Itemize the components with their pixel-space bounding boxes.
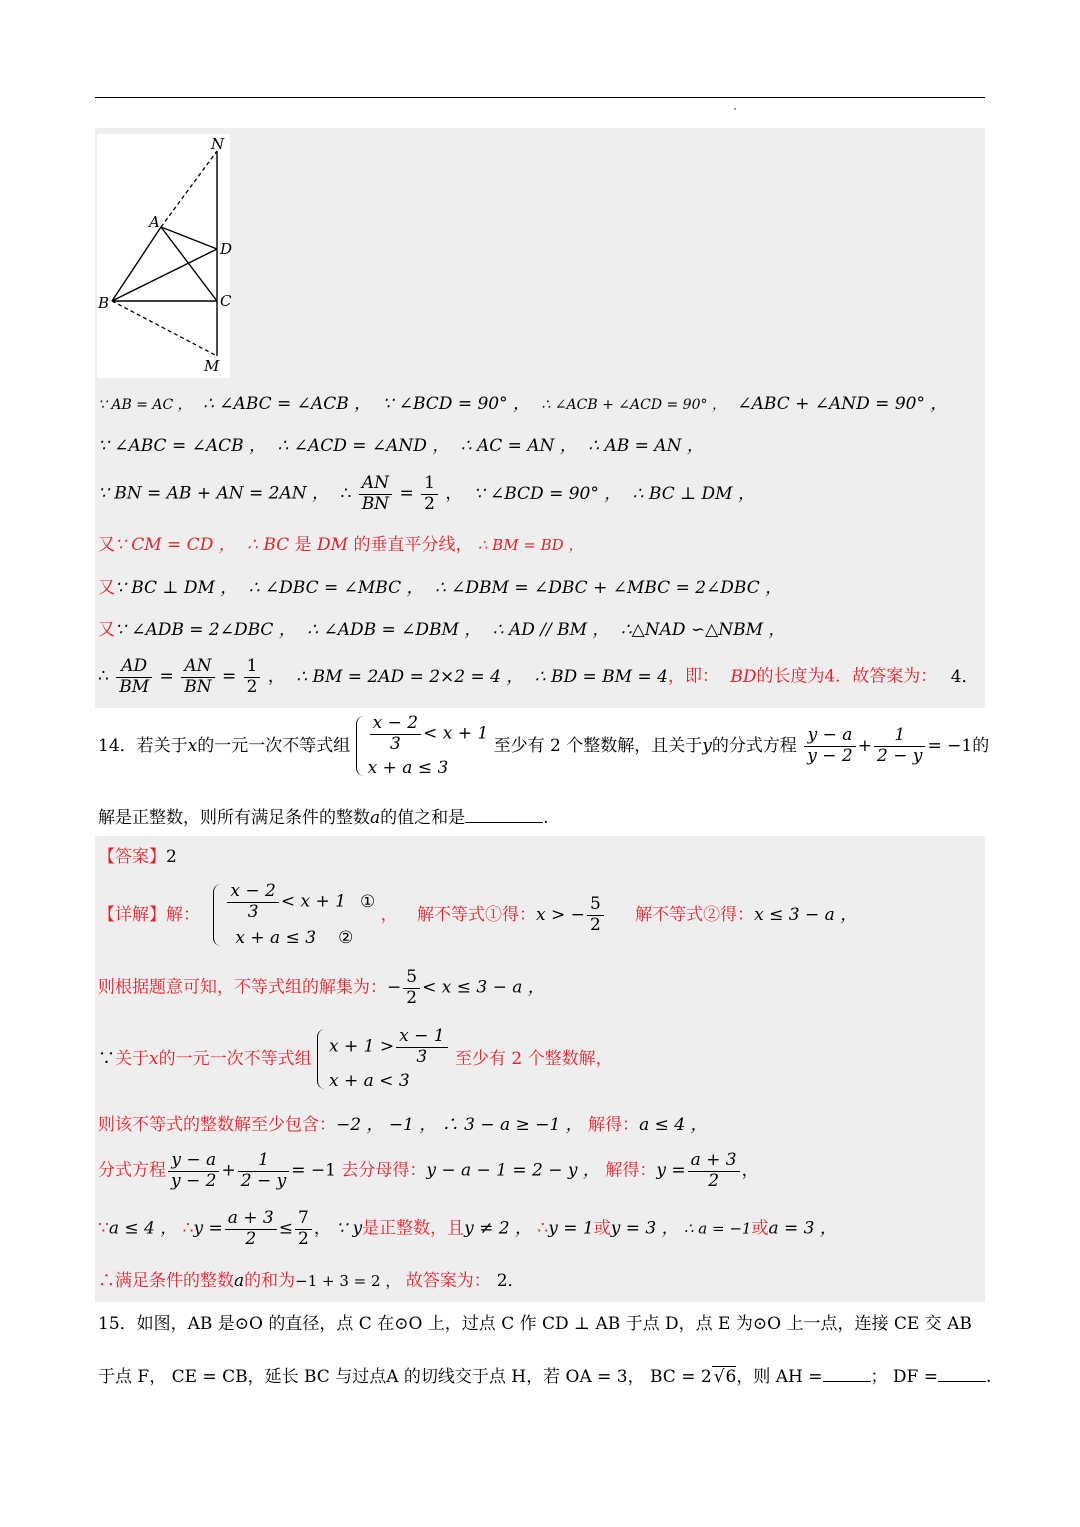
q14-d6-b: a ≤ 4 ， xyxy=(108,1218,178,1239)
q13-l7-c: ∴ BM = 2AD = 2×2 = 4 ， xyxy=(296,666,524,687)
q14-d7-d: −1 + 3 = 2 ， xyxy=(295,1272,401,1290)
q13-line-4 xyxy=(98,537,583,554)
q13-l7-d: ∴ BD = BM = 4 xyxy=(534,666,668,687)
q14-c: 至少有 2 个整数解，且关于 xyxy=(493,735,703,756)
q15-l1: 15．如图，AB 是⊙O 的直径，点 C 在⊙O 上，过点 C 作 CD ⊥ AB 于点 D，点 E 为⊙O 上一点，连接 CE 交 AB xyxy=(98,1314,972,1334)
q14-d3-b: 关于 xyxy=(115,1048,149,1069)
q13-l3-frac-half: $\frac{1}{2}$ xyxy=(421,474,438,514)
q14-d6-f: ∵ y xyxy=(336,1218,363,1239)
q13-l7-f: BD xyxy=(730,666,757,687)
q14-d7-a: ∴满足条件的整数 xyxy=(98,1271,234,1291)
label-b: B xyxy=(98,294,110,312)
label-m: M xyxy=(204,357,220,375)
q14-detail-line-3 xyxy=(98,1027,613,1091)
q13-l1-a: ∵ AB = AC ， xyxy=(98,397,192,413)
q13-l4-e: DM xyxy=(317,535,349,555)
label-n: N xyxy=(211,135,225,153)
q13-l4-b: ∵ CM = CD ， xyxy=(115,535,236,555)
q14-detail-tag: 【详解】 xyxy=(98,904,166,925)
q13-l7-frac-ad-bm: $\frac{AD}{BM}$ xyxy=(116,657,152,697)
q15-l2a: 于点 F， CE = CB，延长 BC 与过点A 的切线交于点 H，若 OA = 3， BC = 2 xyxy=(98,1367,712,1387)
q13-l7-eq2: = xyxy=(221,666,237,687)
q14-d6-g: 是正整数，且 xyxy=(362,1218,465,1239)
q13-l4-a: 又 xyxy=(98,535,115,555)
q14-d3-a: ∵ xyxy=(98,1048,115,1069)
header-dot xyxy=(734,108,736,110)
q13-l7-frac-an-bn: $\frac{AN}{BN}$ xyxy=(181,657,214,697)
q14-detail-line-5 xyxy=(98,1151,759,1191)
q14-d3-system xyxy=(317,1027,450,1091)
q14-d2-a: − xyxy=(387,977,402,998)
q14-d5-result-frac: $\frac{a + 3}{2}$ xyxy=(688,1151,740,1191)
q14-answer-blank xyxy=(465,806,543,823)
header-rule xyxy=(95,97,985,98)
q13-l6-a: 又 xyxy=(98,620,115,640)
q14-plus: + xyxy=(857,735,872,756)
q14-line2b: 的值之和是 xyxy=(380,808,466,828)
q13-l3-b: ∴ xyxy=(340,483,352,504)
q13-line-7 xyxy=(98,657,979,697)
q13-l7-a: ∴ xyxy=(98,666,109,687)
q14-var-a: a xyxy=(370,808,381,828)
q14-d2-t: 则根据题意可知，不等式组的解集为： xyxy=(98,977,387,998)
q14-question-line-2 xyxy=(98,806,549,827)
q14-d1-r1-frac: $\frac{5}{2}$ xyxy=(587,895,604,935)
q14-d1-t2: 解不等式②得： xyxy=(635,904,755,925)
q15-blank-ah xyxy=(823,1365,871,1382)
q14-d3-row-2: x + a < 3 xyxy=(329,1071,410,1092)
q15-l2c: ； DF = xyxy=(870,1367,938,1387)
q13-l3-c: ， xyxy=(445,483,463,504)
q13-l3-e: ∴ BC ⊥ DM ， xyxy=(632,483,755,504)
q13-line-2 xyxy=(98,438,704,455)
q15-sqrt-6: √6 xyxy=(713,1367,737,1387)
label-a: A xyxy=(149,213,160,231)
q14-a: 14．若关于 xyxy=(98,735,188,756)
q15-line-2 xyxy=(98,1365,991,1386)
q14-d7-c: 的和为 xyxy=(244,1271,296,1291)
q14-b: 的一元一次不等式组 xyxy=(197,735,351,756)
q13-l4-c: ∴ BC xyxy=(247,535,290,555)
q14-d6-e: ， xyxy=(313,1218,331,1239)
q14-answer-value: 2 xyxy=(166,847,177,867)
q14-d5-e: y = xyxy=(656,1160,686,1181)
q14-question-line-1 xyxy=(98,714,989,778)
q13-l7-e: ，即： xyxy=(667,666,719,687)
q14-d: 的分式方程 xyxy=(711,735,797,756)
q13-l5-b: ∵ BC ⊥ DM ， xyxy=(115,578,238,598)
q14-d5-d: 解得： xyxy=(605,1160,657,1181)
q14-d6-frac-1: $\frac{a + 3}{2}$ xyxy=(225,1209,277,1249)
q13-l3-a: ∵ BN = AB + AN = 2AN ， xyxy=(98,483,330,504)
q14-d6-c: ∴ xyxy=(182,1218,194,1239)
q13-line-6 xyxy=(98,622,785,639)
q14-d6-le: ≤ xyxy=(278,1218,294,1239)
q14-d6-frac-2: $\frac{7}{2}$ xyxy=(295,1209,312,1249)
q13-l2-b: ∴ ∠ACD = ∠AND ， xyxy=(277,436,450,456)
q14-line2c: . xyxy=(543,808,549,828)
q13-l1-b: ∴ ∠ABC = ∠ACB ， xyxy=(203,394,372,414)
q14-d1-system xyxy=(213,882,375,948)
q14-detail-line-4 xyxy=(98,1117,708,1134)
q13-l4-g: ∴ BM = BD ， xyxy=(477,536,584,554)
q14-frac-1: $\frac{y - a}{y - 2}$ xyxy=(804,726,855,766)
q14-d1-row-1: $\frac{x - 2}{3}$ < x + 1 ① xyxy=(225,882,375,922)
q14-d1-r2: x ≤ 3 − a ， xyxy=(754,904,858,925)
q13-l6-e: ∴△NAD ∽△NBM ， xyxy=(620,620,786,640)
q14-d6-d: y = xyxy=(193,1218,223,1239)
q14-d4-c: a ≤ 4 ， xyxy=(639,1115,708,1135)
q14-d5-c: y − a − 1 = 2 − y ， xyxy=(426,1160,600,1181)
q14-d2-frac: $\frac{5}{2}$ xyxy=(403,968,420,1008)
q14-sys-row-2: x + a ≤ 3 xyxy=(367,758,449,779)
q15-line-1 xyxy=(98,1316,972,1333)
q13-l2-a: ∵ ∠ABC = ∠ACB ， xyxy=(98,436,267,456)
q13-l3-frac-an-bn: $\frac{AN}{BN}$ xyxy=(359,474,392,514)
q14-d6-m: ∴ a = −1 xyxy=(683,1219,752,1238)
q13-l1-d: ∴ ∠ACB + ∠ACD = 90° ， xyxy=(541,397,726,413)
q14-d1-t1: 解不等式①得： xyxy=(417,904,537,925)
q14-d1-jie: 解： xyxy=(166,904,200,925)
q13-l7-h: 4． xyxy=(950,666,979,687)
q15-l2b: ，则 AH = xyxy=(736,1367,823,1387)
q14-d5-a: = −1 xyxy=(291,1160,336,1181)
q14-answer-line xyxy=(98,849,177,866)
q14-d5-frac-2: $\frac{1}{2 - y}$ xyxy=(238,1151,289,1191)
q14-sys-row-1: $\frac{x - 2}{3}$ < x + 1 xyxy=(368,714,489,754)
q14-d3-e: 至少有 2 个整数解， xyxy=(454,1048,613,1069)
q14-d7-b: a xyxy=(234,1271,245,1291)
q14-d5-f: ， xyxy=(741,1160,759,1181)
q14-inequality-system xyxy=(356,714,489,778)
q13-l4-f: 的垂直平分线， xyxy=(353,535,473,555)
q14-d1-comma: ， xyxy=(380,904,398,925)
q14-detail-line-1 xyxy=(98,882,857,948)
q14-d3-c: x xyxy=(149,1048,159,1069)
q14-d6-l: y = 3 ， xyxy=(610,1218,679,1239)
q14-d2-b: < x ≤ 3 − a ， xyxy=(422,977,545,998)
q14-d4-a: −2 ， −1 ， ∴ 3 − a ≥ −1 ， xyxy=(336,1115,583,1135)
q14-d5-frac-1: $\frac{y - a}{y - 2}$ xyxy=(168,1151,219,1191)
q14-d6-i: ∴ xyxy=(537,1218,549,1239)
q14-d1-row-2: x + a ≤ 3 ② xyxy=(235,928,354,949)
label-c: C xyxy=(220,292,232,310)
q14-frac-2: $\frac{1}{2 - y}$ xyxy=(874,726,925,766)
q13-l4-d: 是 xyxy=(294,535,312,555)
q14-d7-f: 2． xyxy=(496,1271,525,1291)
q13-l7-eq1: = xyxy=(159,666,174,687)
q14-detail-line-6 xyxy=(98,1209,837,1249)
label-d: D xyxy=(220,240,233,258)
q14-detail-line-7 xyxy=(98,1273,525,1290)
q14-d6-o: a = 3 ， xyxy=(768,1218,837,1239)
q14-answer-tag: 【答案】 xyxy=(98,847,166,867)
q13-l3-eq: = xyxy=(399,483,414,504)
q14-d5-b: 去分母得： xyxy=(341,1160,427,1181)
q14-detail-line-2 xyxy=(98,968,545,1008)
q13-l6-b: ∵ ∠ADB = 2∠DBC ， xyxy=(115,620,296,640)
q14-d4-b: 解得： xyxy=(588,1115,640,1135)
q14-var-x: x xyxy=(187,735,198,756)
q13-l6-d: ∴ AD // BM ， xyxy=(492,620,610,640)
q14-d3-d: 的一元一次不等式组 xyxy=(158,1048,312,1069)
q14-d1-r1a: x > − xyxy=(536,904,585,925)
q14-d6-h: y ≠ 2 ， xyxy=(464,1218,532,1239)
q13-line-3 xyxy=(98,474,755,514)
q14-eq-rest: = −1 xyxy=(927,735,973,756)
q15-blank-df xyxy=(938,1365,986,1382)
geometry-figure xyxy=(97,134,233,378)
q13-l5-a: 又 xyxy=(98,578,115,598)
q13-l2-d: ∴ AB = AN ， xyxy=(588,436,704,456)
q13-l2-c: ∴ AC = AN ， xyxy=(460,436,577,456)
q13-l3-d: ∵ ∠BCD = 90° ， xyxy=(473,483,622,504)
q13-l7-frac-half: $\frac{1}{2}$ xyxy=(244,657,261,697)
q14-d3-row-1: x + 1 > $\frac{x - 1}{3}$ xyxy=(329,1027,450,1067)
q13-l5-d: ∴ ∠DBM = ∠DBC + ∠MBC = 2∠DBC ， xyxy=(434,578,783,598)
q14-var-y: y xyxy=(702,735,712,756)
q14-line2a: 解是正整数，则所有满足条件的整数 xyxy=(98,808,370,828)
q13-l1-c: ∵ ∠BCD = 90° ， xyxy=(382,394,531,414)
q14-d6-a: ∵ xyxy=(98,1218,109,1239)
q14-e: 的 xyxy=(972,735,990,756)
q14-d6-j: y = 1 xyxy=(548,1218,594,1239)
q15-l2d: . xyxy=(986,1367,992,1387)
q14-d5-t: 分式方程 xyxy=(98,1160,166,1181)
q14-d5-plus: + xyxy=(221,1160,236,1181)
q13-l5-c: ∴ ∠DBC = ∠MBC ， xyxy=(248,578,424,598)
q13-l7-g: 的长度为4．故答案为： xyxy=(756,666,938,687)
q14-d6-n: 或 xyxy=(751,1218,769,1239)
q13-l1-e: ∠ABC + ∠AND = 90° ， xyxy=(737,394,948,414)
q13-l6-c: ∴ ∠ADB = ∠DBM ， xyxy=(307,620,482,640)
q14-d6-k: 或 xyxy=(593,1218,611,1239)
q13-l7-b: ， xyxy=(267,666,285,687)
q13-line-1 xyxy=(98,396,947,413)
q13-line-5 xyxy=(98,580,782,597)
q14-d7-e: 故答案为： xyxy=(405,1271,491,1291)
q14-d4-t: 则该不等式的整数解至少包含： xyxy=(98,1115,336,1135)
